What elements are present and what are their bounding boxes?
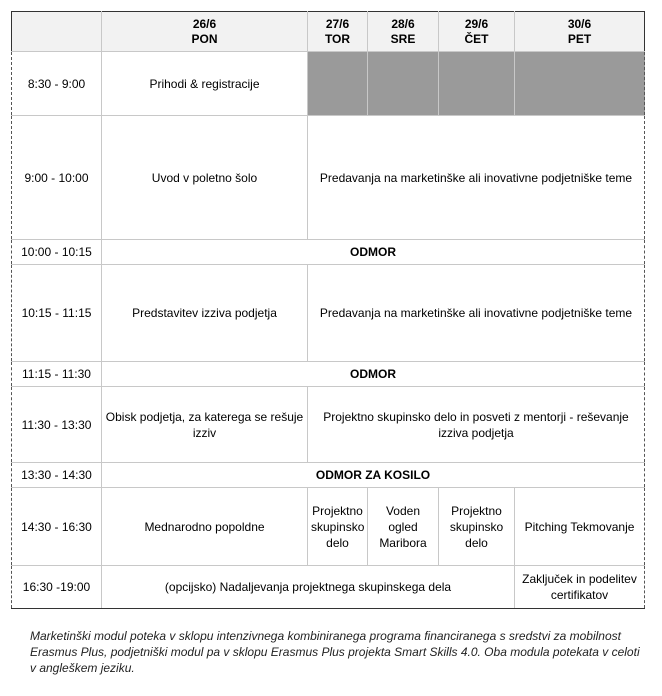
break-cell: ODMOR	[102, 362, 645, 387]
header-tue: 27/6 TOR	[308, 12, 368, 52]
table-row	[12, 387, 645, 463]
table-row	[12, 566, 645, 609]
header-mon: 26/6 PON	[102, 12, 308, 52]
empty-cell	[515, 52, 645, 116]
session-cell: Uvod v poletno šolo	[102, 116, 308, 240]
header-row	[12, 12, 645, 52]
caption-text: Marketinški modul poteka v sklopu intenzivnega kombiniranega programa financiranega s sredstvi za mobilnost Erasmus Plus, podjetniški modul pa v sklopu Erasmus Plus projekta Smart Skills 4.0. Oba modula potekata v celoti v angleškem jeziku.	[30, 629, 640, 675]
session-cell: Predstavitev izziva podjetja	[102, 265, 308, 362]
table-row	[12, 116, 645, 240]
time-cell: 10:15 - 11:15	[12, 265, 102, 362]
session-cell: Voden ogled Maribora	[368, 488, 439, 566]
table-row	[12, 488, 645, 566]
schedule-table	[11, 11, 645, 609]
session-cell: Mednarodno popoldne	[102, 488, 308, 566]
session-cell: Projektno skupinsko delo	[439, 488, 515, 566]
time-cell: 8:30 - 9:00	[12, 52, 102, 116]
header-corner	[12, 12, 102, 52]
table-row	[12, 240, 645, 265]
empty-cell	[439, 52, 515, 116]
table-row	[12, 362, 645, 387]
table-row	[12, 265, 645, 362]
session-cell: Predavanja na marketinške ali inovativne podjetniške teme	[308, 116, 645, 240]
empty-cell	[308, 52, 368, 116]
empty-cell	[368, 52, 439, 116]
session-cell: Prihodi & registracije	[102, 52, 308, 116]
break-cell: ODMOR	[102, 240, 645, 265]
header-thu: 29/6 ČET	[439, 12, 515, 52]
header-fri: 30/6 PET	[515, 12, 645, 52]
break-cell: ODMOR ZA KOSILO	[102, 463, 645, 488]
session-cell: Obisk podjetja, za katerega se rešuje izziv	[102, 387, 308, 463]
session-cell: Zaključek in podelitev certifikatov	[515, 566, 645, 609]
session-cell: Predavanja na marketinške ali inovativne podjetniške teme	[308, 265, 645, 362]
time-cell: 11:30 - 13:30	[12, 387, 102, 463]
session-cell: (opcijsko) Nadaljevanja projektnega skupinskega dela	[102, 566, 515, 609]
time-cell: 10:00 - 10:15	[12, 240, 102, 265]
table-row	[12, 52, 645, 116]
table-row	[12, 463, 645, 488]
session-cell: Projektno skupinsko delo	[308, 488, 368, 566]
time-cell: 14:30 - 16:30	[12, 488, 102, 566]
time-cell: 9:00 - 10:00	[12, 116, 102, 240]
time-cell: 16:30 -19:00	[12, 566, 102, 609]
header-wed: 28/6 SRE	[368, 12, 439, 52]
time-cell: 13:30 - 14:30	[12, 463, 102, 488]
session-cell: Projektno skupinsko delo in posveti z mentorji - reševanje izziva podjetja	[308, 387, 645, 463]
time-cell: 11:15 - 11:30	[12, 362, 102, 387]
session-cell: Pitching Tekmovanje	[515, 488, 645, 566]
